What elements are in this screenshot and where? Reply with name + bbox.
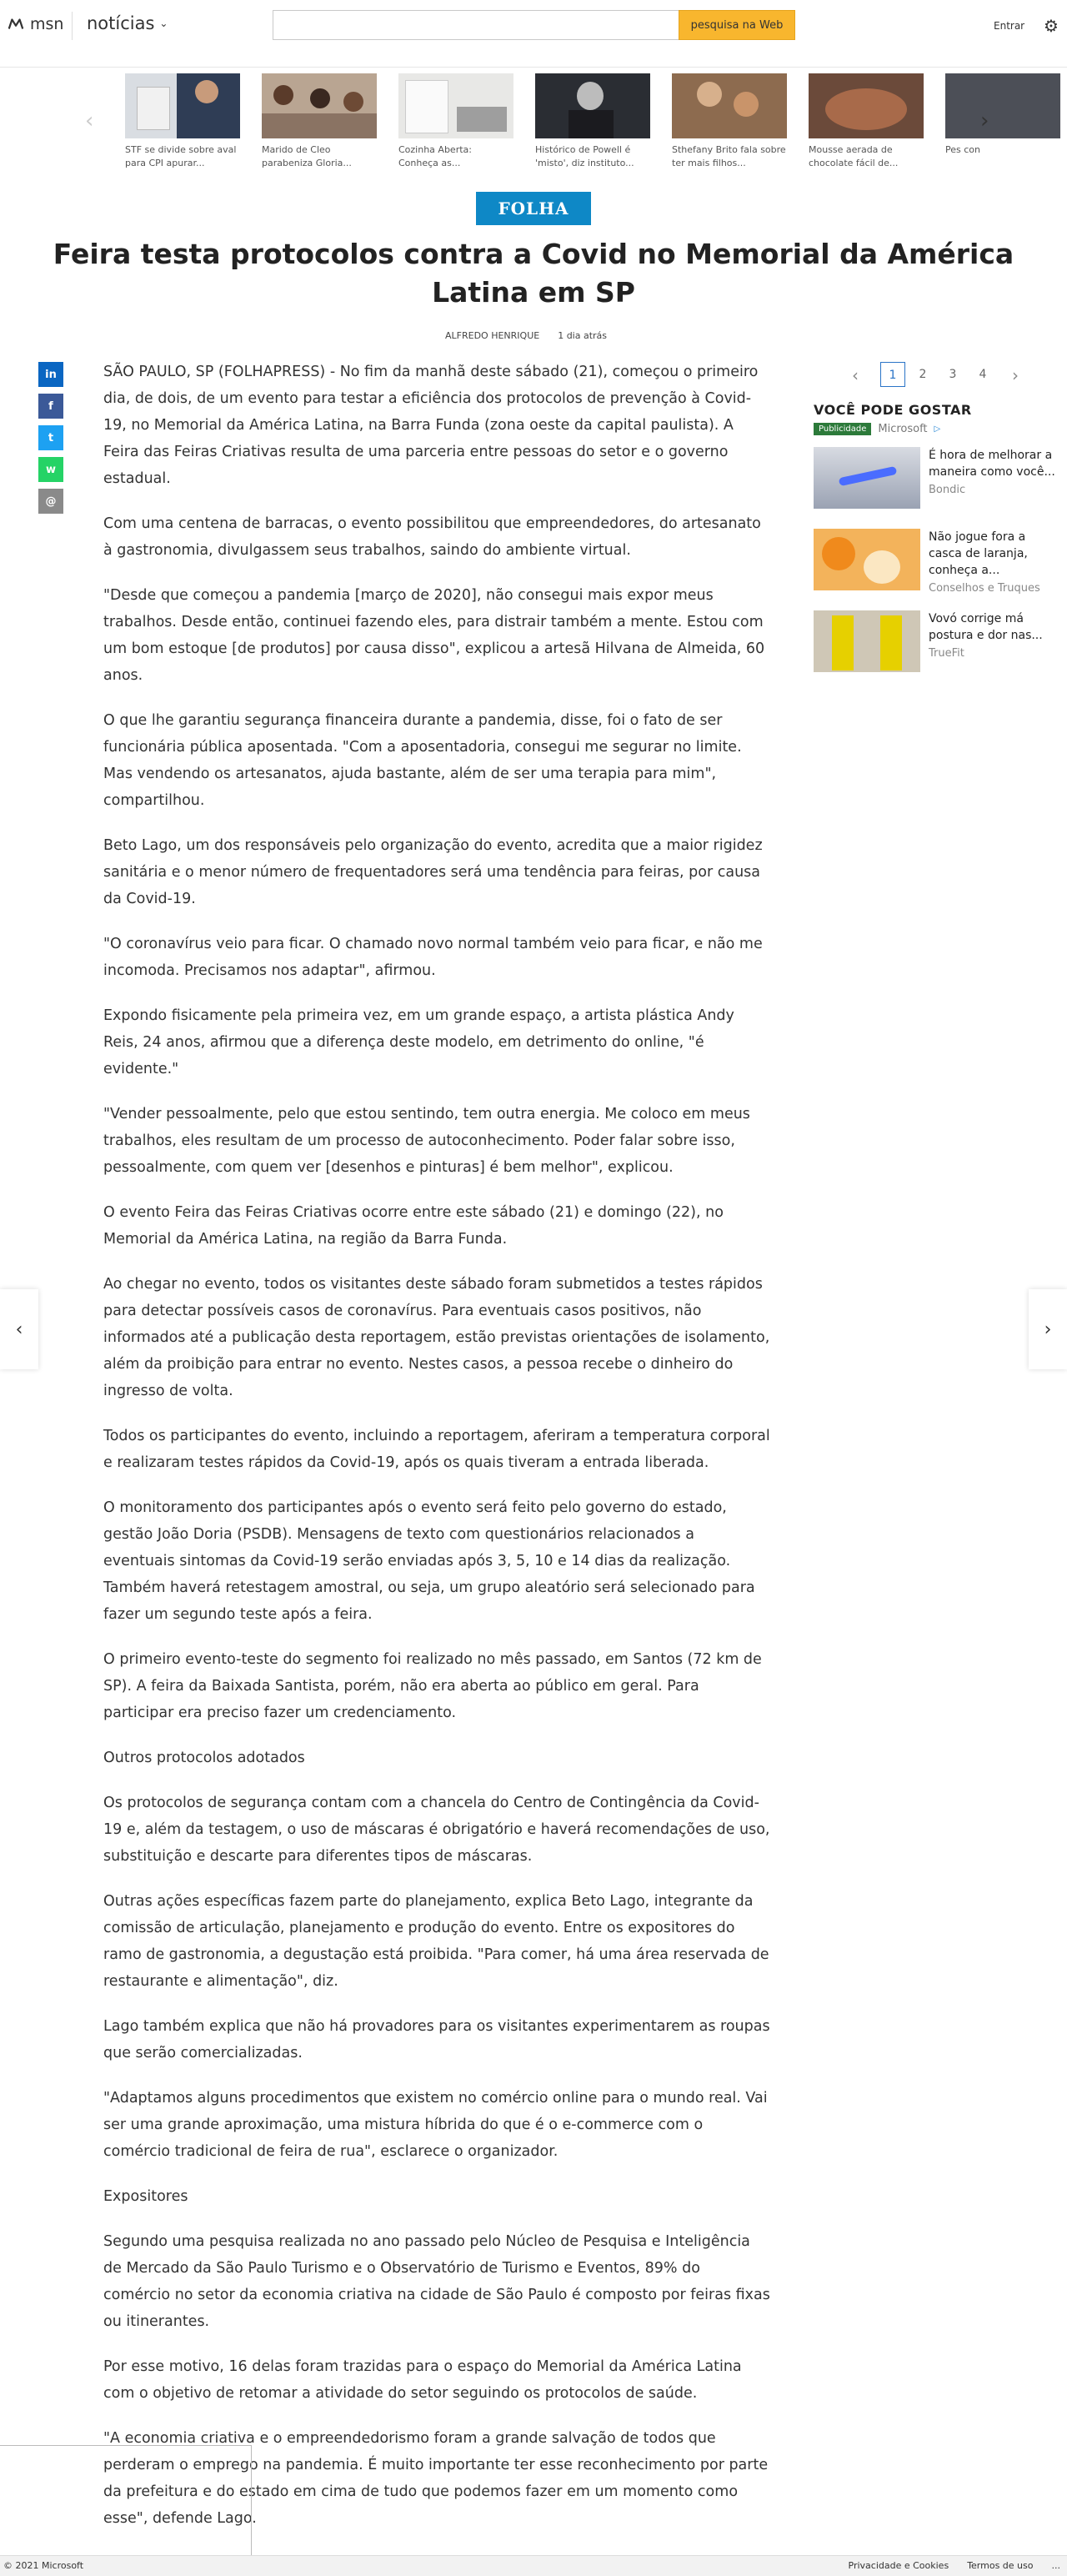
- recommendation-title: Não jogue fora a casca de laranja, conheça a...: [929, 530, 1028, 577]
- recommendation-item[interactable]: [814, 447, 1055, 517]
- carousel-item[interactable]: [262, 73, 377, 170]
- share-bar: [38, 362, 63, 514]
- timestamp: 1 dia atrás: [558, 330, 608, 341]
- recommendation-thumbnail: [814, 610, 920, 672]
- header: [0, 0, 1067, 68]
- logo-text: msn: [30, 15, 64, 33]
- paragraph: "O coronavírus veio para ficar. O chamado novo normal também veio para ficar, e não me incomoda. Precisamos nos adaptar", afirmou.: [103, 936, 763, 979]
- carousel-item[interactable]: [672, 73, 787, 170]
- paragraph: O primeiro evento-teste do segmento foi realizado no mês passado, em Santos (72 km de SP). A feira da Baixada Santista, porém, não era aberta ao público em geral. Para participar era preciso fazer um credenciamento.: [103, 1651, 762, 1721]
- recommendations-heading: VOCÊ PODE GOSTAR: [814, 402, 972, 418]
- author: ALFREDO HENRIQUE: [445, 330, 540, 341]
- chevron-left-icon[interactable]: ‹: [85, 108, 94, 133]
- paragraph: O evento Feira das Feiras Criativas ocorre entre este sábado (21) e domingo (22), no Memorial da América Latina, na região da Barra Funda.: [103, 1204, 724, 1248]
- chevron-right-icon[interactable]: ›: [980, 108, 989, 133]
- footer-links: [849, 2560, 1061, 2571]
- msn-logo[interactable]: [7, 15, 63, 33]
- carousel-thumbnail: [535, 73, 650, 138]
- carousel-item[interactable]: [945, 73, 1060, 157]
- paragraph: Beto Lago, um dos responsáveis pelo organização do evento, acredita que a maior rigidez sanitária e o menor número de frequentadores será uma tendência para feiras, por causa da Covid-19.: [103, 837, 763, 907]
- ad-label: [814, 423, 1055, 435]
- byline: [445, 330, 607, 341]
- whatsapp-icon[interactable]: w: [38, 457, 63, 482]
- email-icon[interactable]: @: [38, 489, 63, 514]
- signin-link[interactable]: Entrar: [994, 20, 1025, 32]
- recommendation-thumbnail: [814, 447, 920, 509]
- page-3[interactable]: 3: [949, 368, 957, 381]
- carousel-thumbnail: [398, 73, 513, 138]
- recommendation-title: Vovó corrige má postura e dor nas...: [929, 612, 1043, 642]
- carousel-caption: Marido de Cleo parabeniza Gloria...: [262, 144, 352, 168]
- recommendation-title: É hora de melhorar a maneira como você...: [929, 449, 1055, 479]
- article-title: Feira testa protocolos contra a Covid no Memorial da América Latina em SP: [53, 238, 1014, 309]
- chevron-left-icon: ‹: [15, 1318, 23, 1340]
- page-1[interactable]: 1: [880, 362, 905, 387]
- paragraph: Com uma centena de barracas, o evento possibilitou que empreendedores, do artesanato à gastronomia, divulgassem seus trabalhos, saindo do ambiente virtual.: [103, 515, 761, 559]
- carousel-thumbnail: [945, 73, 1060, 138]
- paragraph: Outras ações específicas fazem parte do planejamento, explica Beto Lago, integrante da comissão de articulação, planejamento e produção do evento. Entre os expositores do ramo de gastronomia, a degustação está proibida. "Para comer, há uma área reservada de restaurante e alimentação", diz.: [103, 1893, 769, 1990]
- pager: [814, 359, 1055, 392]
- next-article-button[interactable]: [1029, 1289, 1067, 1369]
- news-carousel: [0, 68, 1067, 185]
- source-logo[interactable]: FOLHA: [476, 192, 591, 225]
- carousel-caption: STF se divide sobre aval para CPI apurar...: [125, 144, 237, 168]
- section-label: notícias: [87, 13, 155, 33]
- paragraph: Por esse motivo, 16 delas foram trazidas para o espaço do Memorial da América Latina com o objetivo de retomar a atividade do setor seguindo os protocolos de saúde.: [103, 2358, 742, 2402]
- recommendation-item[interactable]: [814, 529, 1055, 599]
- recommendation-thumbnail: [814, 529, 920, 590]
- privacy-link[interactable]: Privacidade e Cookies: [848, 2560, 949, 2571]
- twitter-icon[interactable]: t: [38, 425, 63, 450]
- carousel-caption: Histórico de Powell é 'misto', diz instituto...: [535, 144, 634, 168]
- carousel-thumbnail: [809, 73, 924, 138]
- carousel-item[interactable]: [125, 73, 240, 170]
- carousel-thumbnail: [125, 73, 240, 138]
- carousel-thumbnail: [262, 73, 377, 138]
- carousel-item[interactable]: [398, 73, 513, 170]
- more-icon[interactable]: ...: [1051, 2560, 1060, 2571]
- paragraph: Expondo fisicamente pela primeira vez, em um grande espaço, a artista plástica Andy Reis, 24 anos, afirmou que a diferença deste modelo, em detrimento do online, "é evidente.": [103, 1007, 734, 1077]
- search-bar: [273, 10, 795, 40]
- carousel-caption: Cozinha Aberta: Conheça as...: [398, 144, 472, 168]
- paragraph: Ao chegar no evento, todos os visitantes deste sábado foram submetidos a testes rápidos para detectar possíveis casos de coronavírus. Para eventuais casos positivos, não informados até a publicação desta reportagem, estão previstas orientações de isolamento, além da proibição para entrar no evento. Nestes casos, a pessoa recebe o dinheiro do ingresso de volta.: [103, 1276, 770, 1399]
- chevron-right-icon[interactable]: ›: [1012, 365, 1019, 385]
- recommendation-source: Bondic: [929, 484, 966, 496]
- article-body: [103, 359, 770, 2550]
- paragraph: "Vender pessoalmente, pelo que estou sentindo, tem outra energia. Me coloco em meus trabalhos, eles resultam de um processo de autoconhecimento. Poder falar sobre isso, pessoalmente, com quem ver [desenhos e pinturas] é bem melhor", explicou.: [103, 1106, 750, 1176]
- paragraph: O monitoramento dos participantes após o evento será feito pelo governo do estado, gestão João Doria (PSDB). Mensagens de texto com questionários relacionados a eventuais sintomas da Covid-19 serão enviadas após 3, 5, 10 e 14 dias da realização. Também haverá retestagem amostral, ou seja, um grupo aleatório será selecionado para fazer um segundo teste após a feira.: [103, 1499, 755, 1623]
- chevron-down-icon: ⌄: [159, 18, 168, 29]
- ad-brand: Microsoft: [878, 423, 928, 435]
- footer: [0, 2555, 1067, 2576]
- recommendation-item[interactable]: [814, 610, 1055, 680]
- paragraph: "Adaptamos alguns procedimentos que existem no comércio online para o mundo real. Vai ser uma grande aproximação, uma mistura híbrida do que é o e-commerce com o comércio tradicional de feira de rua", esclarece o organizador.: [103, 2090, 768, 2160]
- previous-article-button[interactable]: [0, 1289, 38, 1369]
- ad-placeholder: [0, 2445, 252, 2562]
- linkedin-icon[interactable]: in: [38, 362, 63, 387]
- carousel-caption: Mousse aerada de chocolate fácil de...: [809, 144, 899, 168]
- subheading: Expositores: [103, 2188, 188, 2205]
- terms-link[interactable]: Termos de uso: [967, 2560, 1034, 2571]
- subheading: Outros protocolos adotados: [103, 1750, 305, 1766]
- paragraph: "Desde que começou a pandemia [março de 2020], não consegui mais expor meus trabalhos. Desde então, continuei fazendo eles, para distrair também a mente. Estou com um bom estoque [de produtos] por causa disso", explicou a artesã Hilvana de Almeida, 60 anos.: [103, 587, 765, 684]
- chevron-left-icon[interactable]: ‹: [852, 365, 859, 385]
- paragraph: O que lhe garantiu segurança financeira durante a pandemia, disse, foi o fato de ser funcionária pública aposentada. "Com a aposentadoria, consegui me segurar no limite. Mas vendendo os artesanatos, ajuda bastante, além de ser uma terapia para mim", compartilhou.: [103, 712, 742, 809]
- chevron-right-icon: ›: [1044, 1318, 1052, 1340]
- section-dropdown[interactable]: [87, 13, 168, 33]
- adchoices-icon[interactable]: ▷: [934, 424, 941, 434]
- butterfly-icon: [7, 15, 25, 33]
- carousel-item[interactable]: [809, 73, 924, 170]
- web-search-button[interactable]: pesquisa na Web: [679, 10, 795, 40]
- ad-badge: Publicidade: [814, 423, 871, 435]
- sidebar: [814, 359, 1055, 680]
- facebook-icon[interactable]: f: [38, 394, 63, 419]
- paragraph: Lago também explica que não há provadores para os visitantes experimentarem as roupas que serão comercializadas.: [103, 2018, 770, 2061]
- paragraph: Todos os participantes do evento, incluindo a reportagem, aferiram a temperatura corporal e realizaram testes rápidos da Covid-19, após os quais tiveram a entrada liberada.: [103, 1428, 770, 1471]
- carousel-caption: Sthefany Brito fala sobre ter mais filhos...: [672, 144, 786, 168]
- search-input[interactable]: [273, 10, 679, 40]
- copyright: © 2021 Microsoft: [3, 2560, 84, 2571]
- paragraph: Segundo uma pesquisa realizada no ano passado pelo Núcleo de Pesquisa e Inteligência de Mercado da São Paulo Turismo e o Observatório de Turismo e Eventos, 89% do comércio no setor da economia criativa na cidade de São Paulo é composto por feiras fixas ou itinerantes.: [103, 2233, 770, 2330]
- paragraph: SÃO PAULO, SP (FOLHAPRESS) - No fim da manhã deste sábado (21), começou o primeiro dia, de dois, de um evento para testar a eficiência dos protocolos de prevenção à Covid-19, no Memorial da América Latina, na Barra Funda (zona oeste da capital paulista). A Feira das Feiras Criativas resulta de uma parceria entre pessoas do setor e o governo estadual.: [103, 364, 759, 487]
- paragraph: Os protocolos de segurança contam com a chancela do Centro de Contingência da Covid-19 e, além da testagem, o uso de máscaras é obrigatório e haverá recomendações de uso, substituição e descarte para diferentes tipos de máscaras.: [103, 1795, 770, 1865]
- carousel-thumbnail: [672, 73, 787, 138]
- gear-icon[interactable]: ⚙: [1044, 16, 1059, 36]
- paragraph: "A economia criativa e o empreendedorismo foram a grande salvação de todos que perderam o emprego na pandemia. É muito importante ter esse reconhecimento por parte da prefeitura e do estado em cima de tudo que podemos fazer em um momento como esse", defende Lago.: [103, 2430, 769, 2527]
- carousel-item[interactable]: [535, 73, 650, 170]
- carousel-items: [125, 73, 980, 182]
- page-4[interactable]: 4: [979, 368, 987, 381]
- recommendation-source: TrueFit: [929, 647, 964, 660]
- carousel-caption: Pes con: [945, 144, 980, 155]
- page-2[interactable]: 2: [919, 368, 927, 381]
- recommendation-source: Conselhos e Truques: [929, 582, 1040, 595]
- logo-divider: [72, 12, 73, 40]
